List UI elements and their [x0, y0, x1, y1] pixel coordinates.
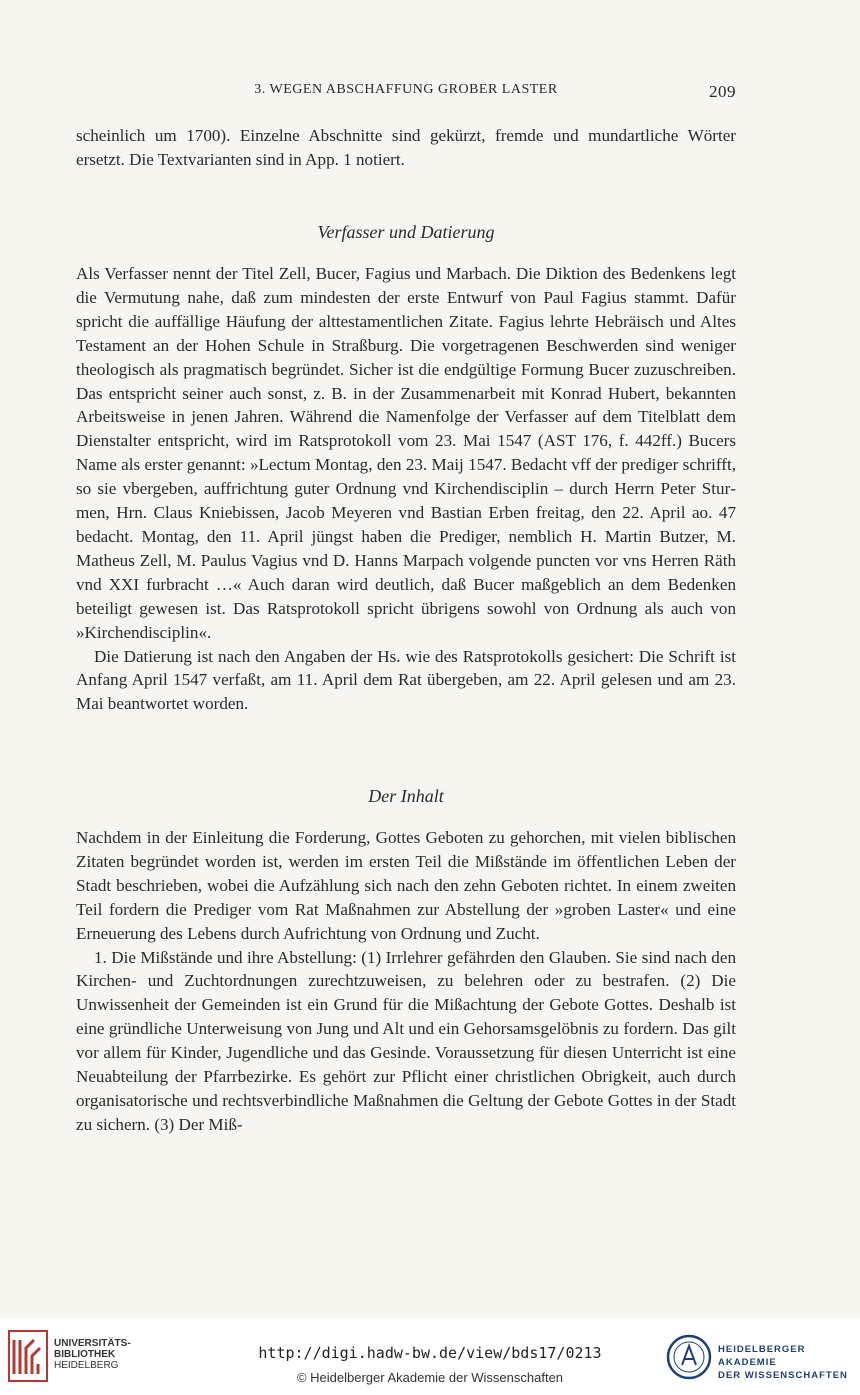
- section-body-inhalt: [76, 826, 736, 1137]
- intro-text: [76, 124, 736, 172]
- academy-seal-icon: [666, 1332, 712, 1382]
- copyright-notice: © Heidelberger Akademie der Wissenschaften: [296, 1370, 564, 1385]
- academy-name: HEIDELBERGER AKADEMIE DER WISSENSCHAFTEN: [718, 1344, 848, 1381]
- running-head: [76, 82, 736, 106]
- permalink[interactable]: http://digi.hadw-bw.de/view/bds17/0213: [258, 1344, 602, 1362]
- paragraph: scheinlich um 1700). Einzelne Abschnitte sind gekürzt, fremde und mundartliche Wörter ersetzt. Die Textvarianten sind in App. 1 notiert.: [76, 126, 736, 169]
- paragraph: Die Datierung ist nach den Angaben der Hs. wie des Ratsprotokolls gesichert: Die Schrift ist Anfang April 1547 verfaßt, am 11. April dem Rat übergeben, am 22. April gelesen und am 23. Mai beantwortet worden.: [76, 646, 736, 714]
- section-heading-inhalt: Der Inhalt: [368, 786, 444, 806]
- paragraph: Nachdem in der Einleitung die Forderung, Gottes Geboten zu gehorchen, mit vielen biblischen Zitaten begründet worden ist, werden im ersten Teil die Mißstände im öffentlichen Leben der Stadt beschrieben, wobei die Aufzählung sich nach den zehn Geboten richtet. In einem zweiten Teil fordern die Prediger vom Rat Maßnahmen zur Abstellung der »groben Laster« und eine Erneuerung des Lebens durch Aufrichtung von Ordnung und Zucht.: [76, 828, 736, 943]
- paragraph: Als Verfasser nennt der Titel Zell, Bucer, Fagius und Marbach. Die Diktion des Bedenkens legt die Vermutung nahe, daß zum mindesten der erste Entwurf von Paul Fagius stammt. Dafür spricht die auffällige Häufung der alttestamentlichen Zitate. Fagius lehrte Hebräisch und Altes Testament an der Hohen Schule in Straßburg. Die vorgetragenen Beschwerden sind weniger theologisch als pragmatisch begründet. Sicher ist die endgültige Formung Bucer zuzuschreiben. Das entspricht seiner auch sonst, z. B. in der Zusammenarbeit mit Konrad Hubert, bekannten Arbeitsweise in jenen Jahren. Während die Namenfolge der Verfasser auf dem Titelblatt dem Dienstalter entspricht, wird im Ratsprotokoll vom 23. Mai 1547 (AST 176, f. 442ff.) Bucers Name als erster genannt: »Lectum Montag, den 23. Maij 1547. Bedacht vff der prediger schrifft, so sie vbergeben, auffrichtung guter Ordnung vnd Kirchendisciplin – durch Herrn Peter Sturmen, Hrn. Claus Kniebissen, Jacob Meyeren vnd Bastian Erben freitag, den 22. April ao. 47 bedacht. Montag, den 11. April jüngst haben die Prediger, nemblich H. Martin Butzer, M. Matheus Zell, M. Paulus Vagius vnd D. Hanns Marpach volgende puncten vor vns Herren Räth vnd XXI furbracht …« Auch daran wird deutlich, daß Bucer maßgeblich an dem Bedenken beteiligt gewesen ist. Das Ratsprotokoll spricht übrigens sowohl von Ordnung als auch von »Kirchendisciplin«.: [76, 264, 736, 642]
- library-name: UNIVERSITÄTS- BIBLIOTHEK HEIDELBERG: [54, 1338, 131, 1371]
- page-number: 209: [709, 82, 736, 101]
- viewer-footer: [0, 1318, 860, 1395]
- section-heading-verfasser: Verfasser und Datierung: [317, 222, 495, 242]
- running-title: 3. WEGEN ABSCHAFFUNG GROBER LASTER: [254, 82, 558, 97]
- paragraph: 1. Die Mißstände und ihre Abstellung: (1) Irrlehrer gefährden den Glauben. Sie sind nach den Kirchen- und Zuchtordnungen zurechtzuweisen, zu belehren oder zu bestrafen. (2) Die Unwissenheit der Gemeinden ist ein Grund für die Mißachtung der Gebote Gottes. Deshalb ist eine gründliche Unterweisung von Jung und Alt und ein Gehorsamsgelöbnis zu fordern. Das gilt vor allem für Kinder, Jugendliche und das Gesinde. Voraussetzung für diesen Unterricht ist eine Neuabteilung der Pfarrbezirke. Es gehört zur Pflicht einer christlichen Obrigkeit, auch durch organisatorische und rechtsverbindliche Maßnahmen die Geltung der Gebote Gottes in der Stadt zu sichern. (3) Der Miß-: [76, 947, 736, 1134]
- section-body-verfasser: [76, 262, 736, 716]
